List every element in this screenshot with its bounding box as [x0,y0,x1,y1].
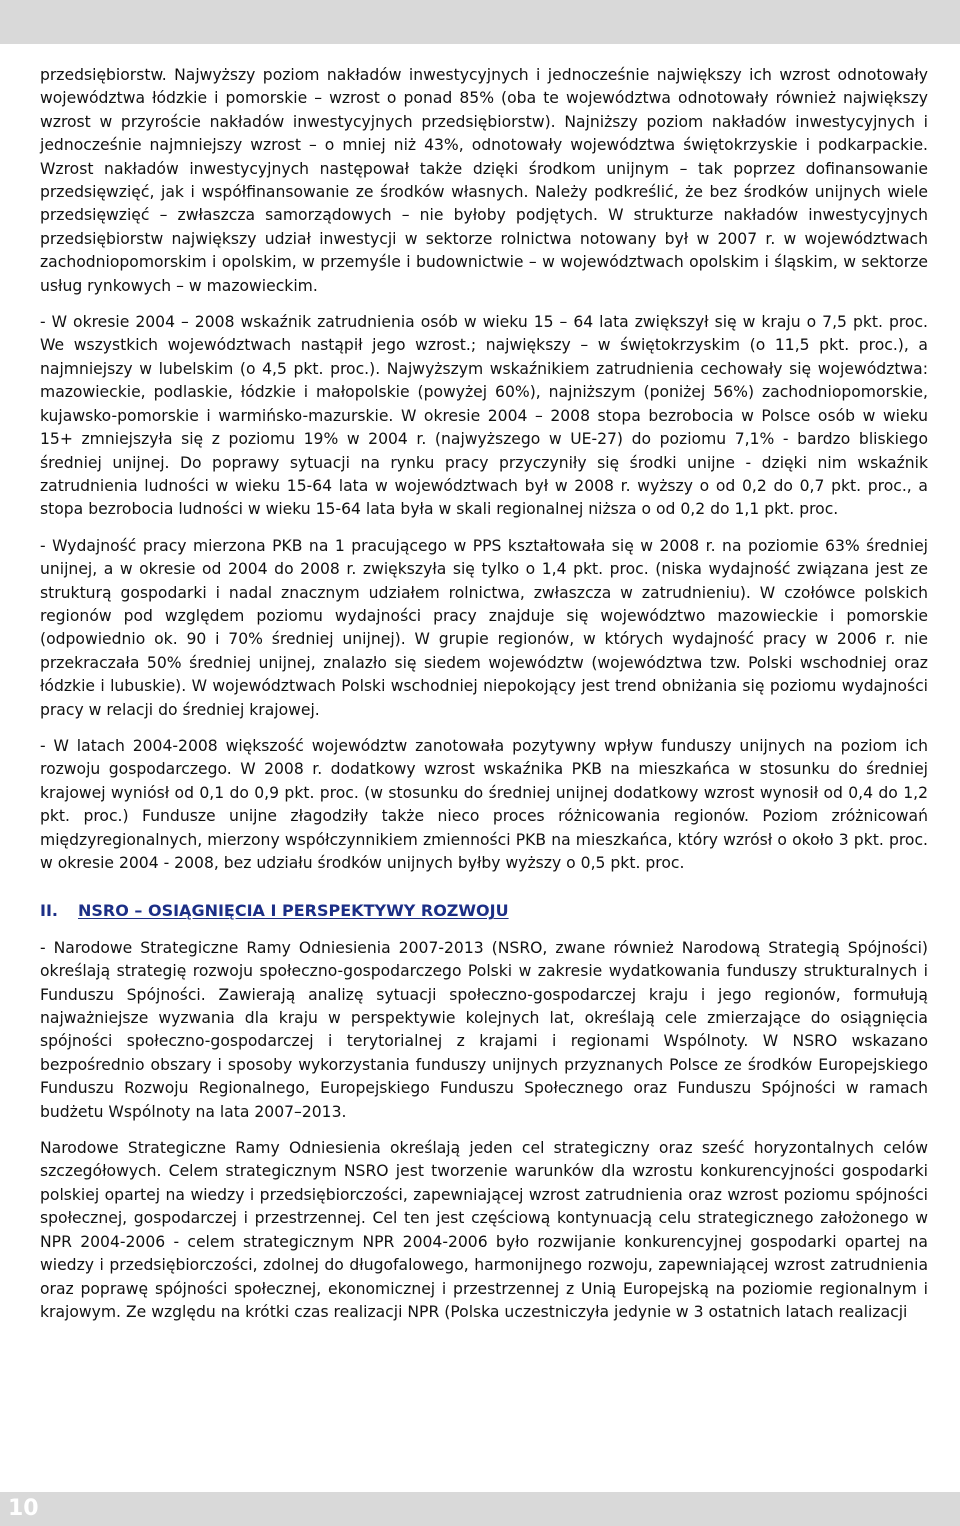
paragraph-nsro-definition: - Narodowe Strategiczne Ramy Odniesienia 2007-2013 (NSRO, zwane również Narodową Strategią Spójności) określają strategię rozwoju społeczno-gospodarczego Polski w zakresie wydatkowania funduszy strukturalnych i Funduszu Spójności. Zawierają analizę sytuacji społeczno-gospodarczej kraju i jego regionów, formułują najważniejsze wyzwania dla kraju w perspektywie kolejnych lat, określają cele zmierzające do osiągnięcia spójności społeczno-gospodarczej i terytorialnej z krajami i regionami Wspólnoty. W NSRO wskazano bezpośrednio obszary i sposoby wykorzystania funduszy unijnych przyznanych Polsce ze środków Europejskiego Funduszu Rozwoju Regionalnego, Europejskiego Funduszu Społecznego oraz Funduszu Spójności w ramach budżetu Wspólnoty na lata 2007–2013. [40,938,928,1121]
paragraph-investment: przedsiębiorstw. Najwyższy poziom nakładów inwestycyjnych i jednocześnie największy ich wzrost odnotowały województwa łódzkie i pomorskie – wzrost o ponad 85% (oba te województwa odnotowały również największy wzrost w przyroście nakładów inwestycyjnych przedsiębiorstw). Najniższy poziom nakładów inwestycyjnych i jednocześnie najmniejszy wzrost – o mniej niż 43%, odnotowały województwa świętokrzyskie i podkarpackie. Wzrost nakładów inwestycyjnych następował także dzięki środkom unijnym – tak poprzez dofinansowanie przedsięwzięć, jak i współfinansowanie ze środków własnych. Należy podkreślić, że bez środków unijnych wiele przedsięwzięć – zwłaszcza samorządowych – nie byłoby podjętych. W strukturze nakładów inwestycyjnych przedsiębiorstw największy udział inwestycji w sektorze rolnictwa notowany był w 2007 r. w województwach zachodniopomorskim i opolskim, w przemyśle i budownictwie – w województwach opolskim i śląskim, w sektorze usług rynkowych – w mazowieckim. [40,66,928,295]
section-title: NSRO – OSIĄGNIĘCIA I PERSPEKTYWY ROZWOJU [78,901,509,921]
section-number: II. [40,901,58,921]
paragraph-employment: - W okresie 2004 – 2008 wskaźnik zatrudnienia osób w wieku 15 – 64 lata zwiększył się w kraju o 7,5 pkt. proc. We wszystkich województwach nastąpił jego wzrost.; największy – w świętokrzyskim (o 11,5 pkt. proc.), a najmniejszy w lubelskim (o 4,5 pkt. proc.). Najwyższym wskaźnikiem zatrudnienia cechowały się województwa: mazowieckie, podlaskie, łódzkie i małopolskie (powyżej 60%), najniższym (poniżej 56%) zachodniopomorskie, kujawsko-pomorskie i warmińsko-mazurskie. W okresie 2004 – 2008 stopa bezrobocia w Polsce osób w wieku 15+ zmniejszyła się z poziomu 19% w 2004 r. (najwyższego w UE-27) do poziomu 7,1% - bardzo bliskiego średniej unijnej. Do poprawy sytuacji na rynku pracy przyczyniły się środki unijne - dzięki nim wskaźnik zatrudnienia ludności w wieku 15-64 lata w województwach był w 2008 r. wyższy o od 0,2 do 0,7 pkt. proc., a stopa bezrobocia ludności w wieku 15-64 lata była w skali regionalnej niższa o od 0,2 do 1,1 pkt. proc. [40,313,928,519]
section-heading [40,899,928,922]
paragraph-nsro-goals: Narodowe Strategiczne Ramy Odniesienia określają jeden cel strategiczny oraz sześć horyzontalnych celów szczegółowych. Celem strategicznym NSRO jest tworzenie warunków dla wzrostu konkurencyjności gospodarki polskiej opartej na wiedzy i przedsiębiorczości, zapewniającej wzrost zatrudnienia oraz wzrost poziomu spójności społecznej, gospodarczej i przestrzennej. Cel ten jest częściową kontynuacją celu strategicznego założonego w NPR 2004-2006 - celem strategicznym NPR 2004-2006 było rozwijanie konkurencyjnej gospodarki opartej na wiedzy i przedsiębiorczości, zdolnej do długofalowego, harmonijnego rozwoju, zapewniającej wzrost zatrudnienia oraz poprawę spójności społecznej, ekonomicznej i przestrzennej z Unią Europejską na poziomie regionalnym i krajowym. Ze względu na krótki czas realizacji NPR (Polska uczestniczyła jedynie w 3 ostatnich latach realizacji [40,1139,928,1321]
document-body [40,64,928,1324]
page-footer-bar [0,1492,960,1526]
page-number: 10 [8,1496,39,1521]
paragraph-eu-funds-impact: - W latach 2004-2008 większość województw zanotowała pozytywny wpływ funduszy unijnych na poziom ich rozwoju gospodarczego. W 2008 r. dodatkowy wzrost wskaźnika PKB na mieszkańca w stosunku do średniej krajowej wyniósł od 0,1 do 0,9 pkt. proc. (w stosunku do średniej unijnej dodatkowy wzrost wynosił od 0,4 do 1,2 pkt. proc.) Fundusze unijne złagodziły także nieco proces różnicowania regionów. Poziom zróżnicowań międzyregionalnych, mierzony współczynnikiem zmienności PKB na mieszkańca, który wzrósł o około 3 pkt. proc. w okresie 2004 - 2008, bez udziału środków unijnych byłby wyższy o 0,5 pkt. proc. [40,736,928,872]
page-header-bar [0,0,960,44]
paragraph-productivity: - Wydajność pracy mierzona PKB na 1 pracującego w PPS kształtowała się w 2008 r. na poziomie 63% średniej unijnej, a w okresie od 2004 do 2008 r. zwiększyła się tylko o 1,4 pkt. proc. (niska wydajność związana jest ze strukturą gospodarki i nadal znacznym udziałem rolnictwa, zwłaszcza w zatrudnieniu). W czołówce polskich regionów pod względem poziomu wydajności pracy znajduje się województwo mazowieckie i pomorskie (odpowiednio ok. 90 i 70% średniej unijnej). W grupie regionów, w których wydajność pracy w 2006 r. nie przekraczała 50% średniej unijnej, znalazło się siedem województw (województwa tzw. Polski wschodniej oraz łódzkie i lubuskie). W województwach Polski wschodniej niepokojący jest trend obniżania się poziomu wydajności pracy w relacji do średniej krajowej. [40,536,928,719]
